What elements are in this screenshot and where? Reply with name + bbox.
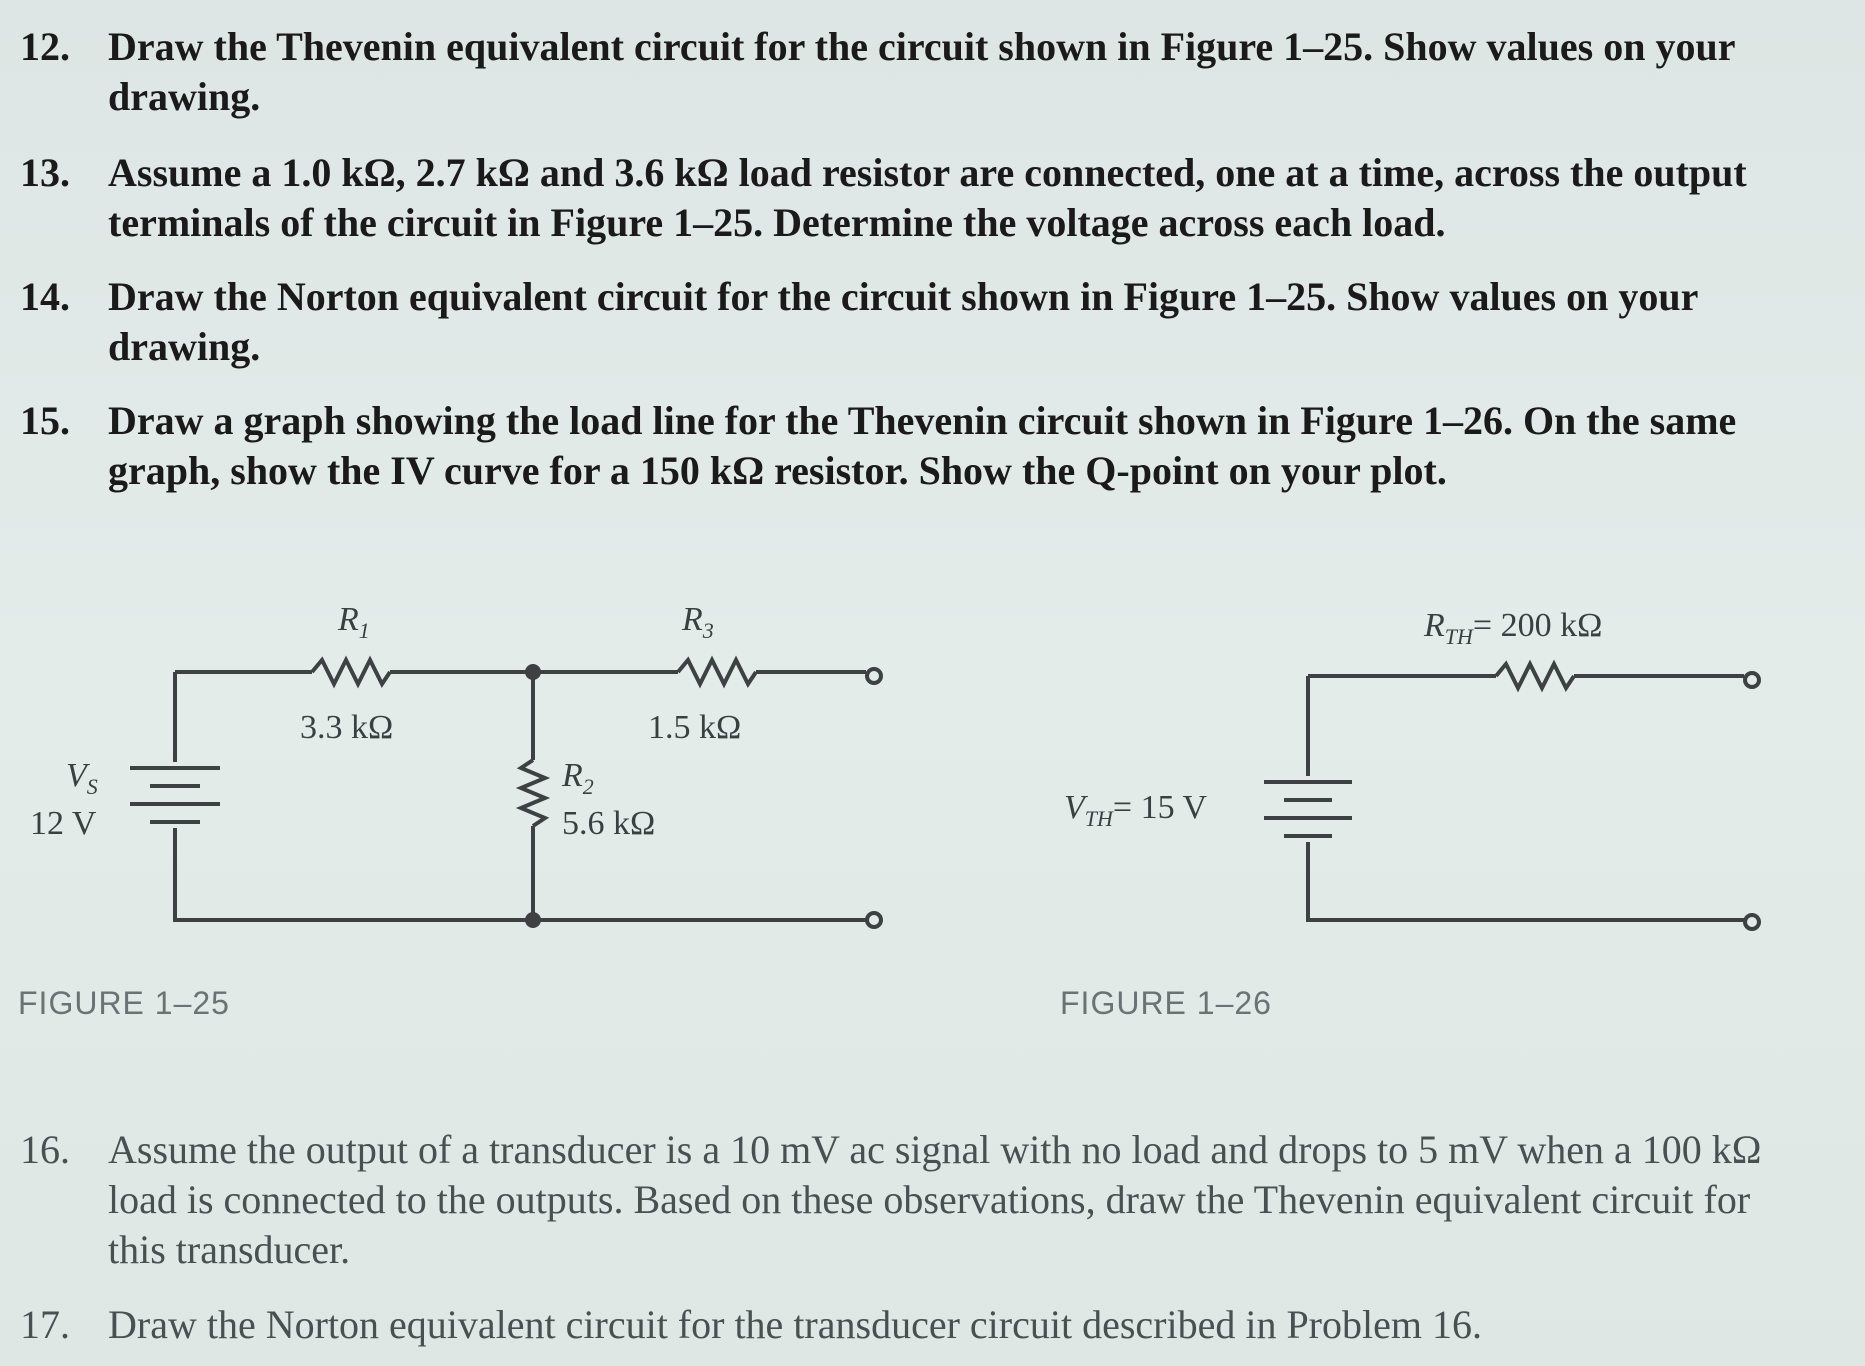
vth-label: $V_{TH}= 15$ V (1064, 789, 1208, 831)
r3-label: $R_3$ (682, 601, 714, 643)
problem-text: Draw the Norton equivalent circuit for the transducer circuit described in Problem 16. (108, 1302, 1482, 1347)
r1-label: $R_1$ (338, 601, 370, 643)
resistor-r2 (521, 760, 545, 826)
output-terminal-top (1745, 673, 1759, 687)
problem-number: 13. (20, 150, 70, 195)
figure-1-26-caption: FIGURE 1–26 (1060, 985, 1272, 1021)
output-terminal-bottom (867, 913, 881, 927)
rth-label: $R_{TH}= 200$ kΩ (1424, 607, 1603, 649)
problem-text: Assume a 1.0 kΩ, 2.7 kΩ and 3.6 kΩ load resistor are connected, one at a time, across the output terminals of the circuit in Figure 1–25. Determine the voltage across each load. (108, 150, 1747, 245)
problem-text: Draw the Norton equivalent circuit for the circuit shown in Figure 1–25. Show values on your drawing. (108, 274, 1698, 369)
problem-16 (20, 1125, 1800, 1275)
resistor-r3 (678, 660, 756, 684)
output-terminal-bottom (1745, 915, 1759, 929)
problem-number: 17. (20, 1302, 70, 1347)
problem-text: Assume the output of a transducer is a 10 mV ac signal with no load and drops to 5 mV when a 100 kΩ load is connected to the outputs. Based on these observations, draw the Thevenin equivalent circuit for this transducer. (108, 1127, 1762, 1272)
figure-1-25-caption: FIGURE 1–25 (18, 985, 230, 1021)
problem-text: Draw a graph showing the load line for the Thevenin circuit shown in Figure 1–26. On the same graph, show the IV curve for a 150 kΩ resistor. Show the Q-point on your plot. (108, 398, 1737, 493)
problem-number: 12. (20, 24, 70, 69)
vs-label: $V_S$ (66, 757, 98, 799)
problem-number: 14. (20, 274, 70, 319)
problem-17 (20, 1300, 1800, 1350)
output-terminal-top (867, 669, 881, 683)
wire (1308, 842, 1744, 920)
vs-value: 12 V (30, 805, 97, 842)
junction-node (525, 912, 541, 928)
r1-value: 3.3 kΩ (300, 709, 394, 746)
battery-vs (130, 768, 220, 822)
wire (175, 828, 866, 920)
figure-1-25-circuit (30, 601, 881, 928)
r3-value: 1.5 kΩ (648, 709, 742, 746)
problem-number: 15. (20, 398, 70, 443)
figure-1-26-circuit (1064, 607, 1759, 929)
resistor-rth (1496, 664, 1574, 688)
battery-vth (1264, 782, 1352, 836)
resistor-r1 (312, 660, 390, 684)
problem-number: 16. (20, 1127, 70, 1172)
problem-text: Draw the Thevenin equivalent circuit for the circuit shown in Figure 1–25. Show values on your drawing. (108, 24, 1735, 119)
r2-value: 5.6 kΩ (562, 805, 656, 842)
r2-label: $R_2$ (562, 757, 594, 799)
